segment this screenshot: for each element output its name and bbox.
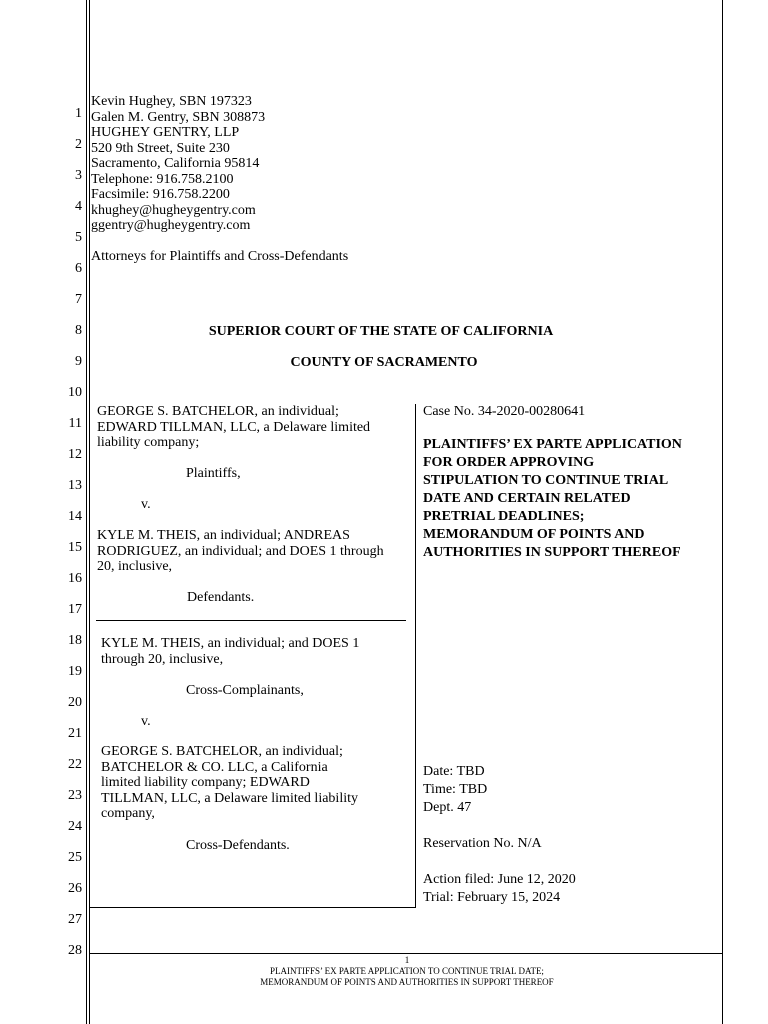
attorney-email: ggentry@hugheygentry.com (91, 218, 251, 233)
cross-defendant-party-line: TILLMAN, LLC, a Delaware limited liability (101, 790, 358, 806)
line-number: 21 (68, 726, 82, 741)
line-number: 27 (68, 912, 82, 927)
court-name: SUPERIOR COURT OF THE STATE OF CALIFORNIA (208, 324, 554, 339)
defendant-party-line: 20, inclusive, (97, 559, 173, 574)
document-title-line: AUTHORITIES IN SUPPORT THEREOF (423, 545, 681, 560)
attorney-line: Galen M. Gentry, SBN 308873 (91, 109, 266, 125)
line-number: 5 (75, 230, 82, 245)
plaintiff-party-line: liability company; (97, 435, 200, 450)
hearing-dept: Dept. 47 (423, 800, 472, 815)
line-number: 13 (68, 478, 82, 493)
line-number: 28 (68, 943, 82, 958)
cross-complainant-party-line: through 20, inclusive, (101, 651, 224, 667)
line-number: 11 (68, 416, 82, 431)
line-number: 15 (68, 540, 82, 555)
reservation-number: Reservation No. N/A (423, 836, 542, 851)
document-title-line: PLAINTIFFS’ EX PARTE APPLICATION (423, 437, 682, 452)
footer-title-line: MEMORANDUM OF POINTS AND AUTHORITIES IN SUPPORT THEREOF (260, 977, 554, 987)
attorneys-for: Attorneys for Plaintiffs and Cross-Defendants (91, 249, 349, 264)
attorney-email: khughey@hugheygentry.com (91, 202, 256, 218)
court-county: COUNTY OF SACRAMENTO (290, 355, 478, 370)
trial-date: Trial: February 15, 2024 (423, 890, 561, 905)
line-number: 3 (75, 168, 82, 183)
attorney-line: Facsimile: 916.758.2200 (91, 187, 230, 202)
plaintiff-party-line: GEORGE S. BATCHELOR, an individual; (97, 404, 339, 419)
line-number: 7 (75, 292, 82, 307)
versus-label: v. (141, 714, 151, 729)
attorney-line: 520 9th Street, Suite 230 (91, 140, 230, 156)
line-number: 18 (68, 633, 82, 648)
caption-separator-rule (96, 620, 406, 621)
cross-complainants-label: Cross-Complainants, (186, 683, 304, 698)
defendant-party-line: KYLE M. THEIS, an individual; ANDREAS (97, 528, 350, 543)
line-number: 14 (68, 509, 82, 524)
line-number: 9 (75, 354, 82, 369)
line-number: 19 (68, 664, 82, 679)
defendant-party-line: RODRIGUEZ, an individual; and DOES 1 through (97, 543, 384, 559)
document-title-line: PRETRIAL DEADLINES; (423, 509, 585, 524)
cross-defendants-label: Cross-Defendants. (186, 838, 290, 853)
attorney-line: Sacramento, California 95814 (91, 156, 260, 171)
plaintiff-party-line: EDWARD TILLMAN, LLC, a Delaware limited (97, 419, 371, 435)
cross-complainant-party-line: KYLE M. THEIS, an individual; and DOES 1 (101, 636, 360, 651)
line-number: 12 (68, 447, 82, 462)
footer-title-line: PLAINTIFFS’ EX PARTE APPLICATION TO CONTINUE TRIAL DATE; (270, 966, 544, 976)
line-number: 25 (68, 850, 82, 865)
caption-divider (415, 404, 416, 908)
right-margin-rule (722, 0, 723, 1024)
document-title-line: DATE AND CERTAIN RELATED (423, 491, 631, 506)
defendants-label: Defendants. (187, 590, 255, 605)
line-number: 4 (75, 199, 82, 214)
hearing-date: Date: TBD (423, 764, 485, 779)
line-number: 20 (68, 695, 82, 710)
line-number: 8 (75, 323, 82, 338)
footer-rule (90, 953, 723, 954)
line-number: 23 (68, 788, 82, 803)
case-number: Case No. 34-2020-00280641 (423, 404, 586, 419)
plaintiffs-label: Plaintiffs, (186, 466, 241, 481)
line-number: 6 (75, 261, 82, 276)
left-margin-rule-outer (86, 0, 87, 1024)
left-margin-rule-inner (89, 0, 90, 1024)
attorney-line: Telephone: 916.758.2100 (91, 171, 234, 187)
page-number: 1 (404, 955, 410, 965)
document-title-line: MEMORANDUM OF POINTS AND (423, 527, 645, 542)
line-number: 17 (68, 602, 82, 617)
action-filed: Action filed: June 12, 2020 (423, 872, 576, 887)
document-title-line: STIPULATION TO CONTINUE TRIAL (423, 473, 669, 488)
caption-bottom-rule (90, 907, 416, 908)
line-number: 26 (68, 881, 82, 896)
attorney-line: HUGHEY GENTRY, LLP (91, 125, 240, 140)
line-number: 16 (68, 571, 82, 586)
cross-defendant-party-line: BATCHELOR & CO. LLC, a California (101, 759, 328, 775)
line-number: 1 (75, 106, 82, 121)
cross-defendant-party-line: limited liability company; EDWARD (101, 775, 310, 790)
cross-defendant-party-line: GEORGE S. BATCHELOR, an individual; (101, 744, 343, 759)
line-number: 24 (68, 819, 82, 834)
line-number: 2 (75, 137, 82, 152)
versus-label: v. (141, 497, 151, 512)
document-title-line: FOR ORDER APPROVING (423, 455, 595, 470)
line-number: 10 (68, 385, 82, 400)
attorney-line: Kevin Hughey, SBN 197323 (91, 94, 252, 109)
cross-defendant-party-line: company, (101, 806, 155, 821)
hearing-time: Time: TBD (423, 782, 488, 797)
line-number: 22 (68, 757, 82, 772)
